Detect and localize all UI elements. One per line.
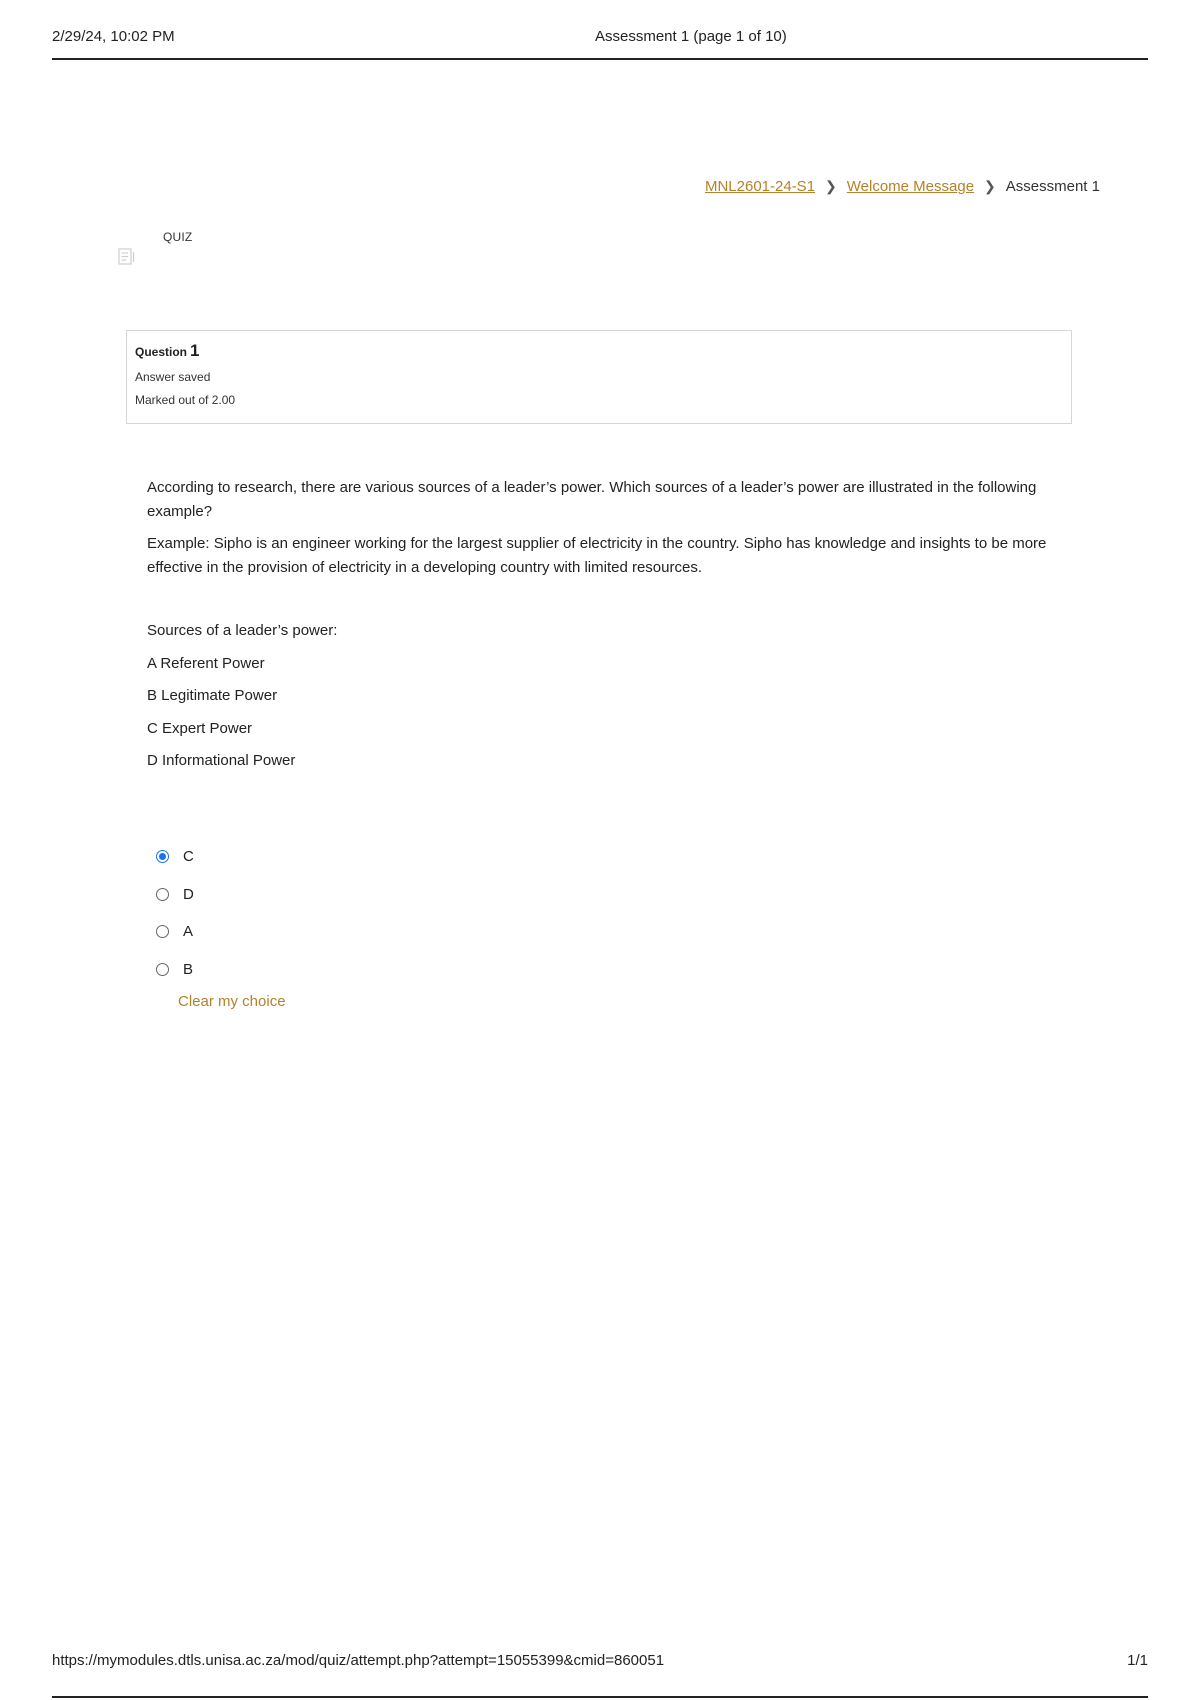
question-example: Example: Sipho is an engineer working for the largest supplier of electricity in the country. Sipho has knowledge and insights to be more effective in the provision of electricity in a developing country with limited resources.	[147, 535, 1047, 576]
answer-options	[156, 838, 194, 988]
radio-button[interactable]	[156, 888, 169, 901]
quiz-icon	[118, 248, 136, 266]
list-item: A Referent Power	[147, 654, 265, 672]
radio-button[interactable]	[156, 925, 169, 938]
answer-option-a[interactable]	[156, 913, 194, 951]
radio-button-selected[interactable]	[156, 850, 169, 863]
question-number-label: Question	[135, 345, 188, 359]
question-number	[135, 341, 1063, 361]
answer-status: Answer saved	[135, 370, 211, 384]
breadcrumb-current: Assessment 1	[1005, 178, 1100, 195]
quiz-label: QUIZ	[163, 230, 193, 244]
list-item: B Legitimate Power	[147, 687, 278, 704]
chevron-right-icon: ❯	[984, 178, 996, 194]
sources-title: Sources of a leader’s power:	[147, 622, 338, 639]
answer-option-label: D	[183, 885, 194, 903]
answer-option-c[interactable]	[156, 838, 194, 876]
radio-button[interactable]	[156, 963, 169, 976]
print-url: https://mymodules.dtls.unisa.ac.za/mod/quiz/attempt.php?attempt=15055399&cmid=860051	[52, 1652, 665, 1669]
print-header	[52, 28, 1148, 60]
print-page-number: 1/1	[1127, 1652, 1148, 1669]
answer-option-b[interactable]	[156, 951, 194, 989]
breadcrumb-link-course[interactable]: MNL2601-24-S1	[704, 178, 816, 195]
sources-list	[147, 622, 337, 785]
print-footer	[52, 1652, 1148, 1698]
answer-option-d[interactable]	[156, 876, 194, 914]
list-item: C Expert Power	[147, 719, 253, 737]
question-text	[147, 476, 1047, 588]
list-item: D Informational Power	[147, 752, 296, 769]
print-date: 2/29/24, 10:02 PM	[52, 28, 175, 45]
breadcrumb-link-welcome[interactable]: Welcome Message	[846, 178, 975, 195]
breadcrumb	[705, 178, 1100, 195]
answer-option-label: B	[183, 960, 194, 978]
answer-option-label: A	[183, 923, 194, 941]
question-intro: According to research, there are various sources of a leader’s power. Which sources of a leader’s power are illustrated in the following example?	[147, 479, 1037, 520]
question-marks: Marked out of 2.00	[135, 393, 236, 407]
print-title: Assessment 1 (page 1 of 10)	[595, 28, 787, 45]
chevron-right-icon: ❯	[825, 178, 837, 194]
clear-choice-link[interactable]: Clear my choice	[178, 993, 286, 1010]
answer-option-label: C	[183, 848, 194, 866]
question-number-value: 1	[190, 341, 200, 360]
question-info-box	[126, 330, 1072, 424]
